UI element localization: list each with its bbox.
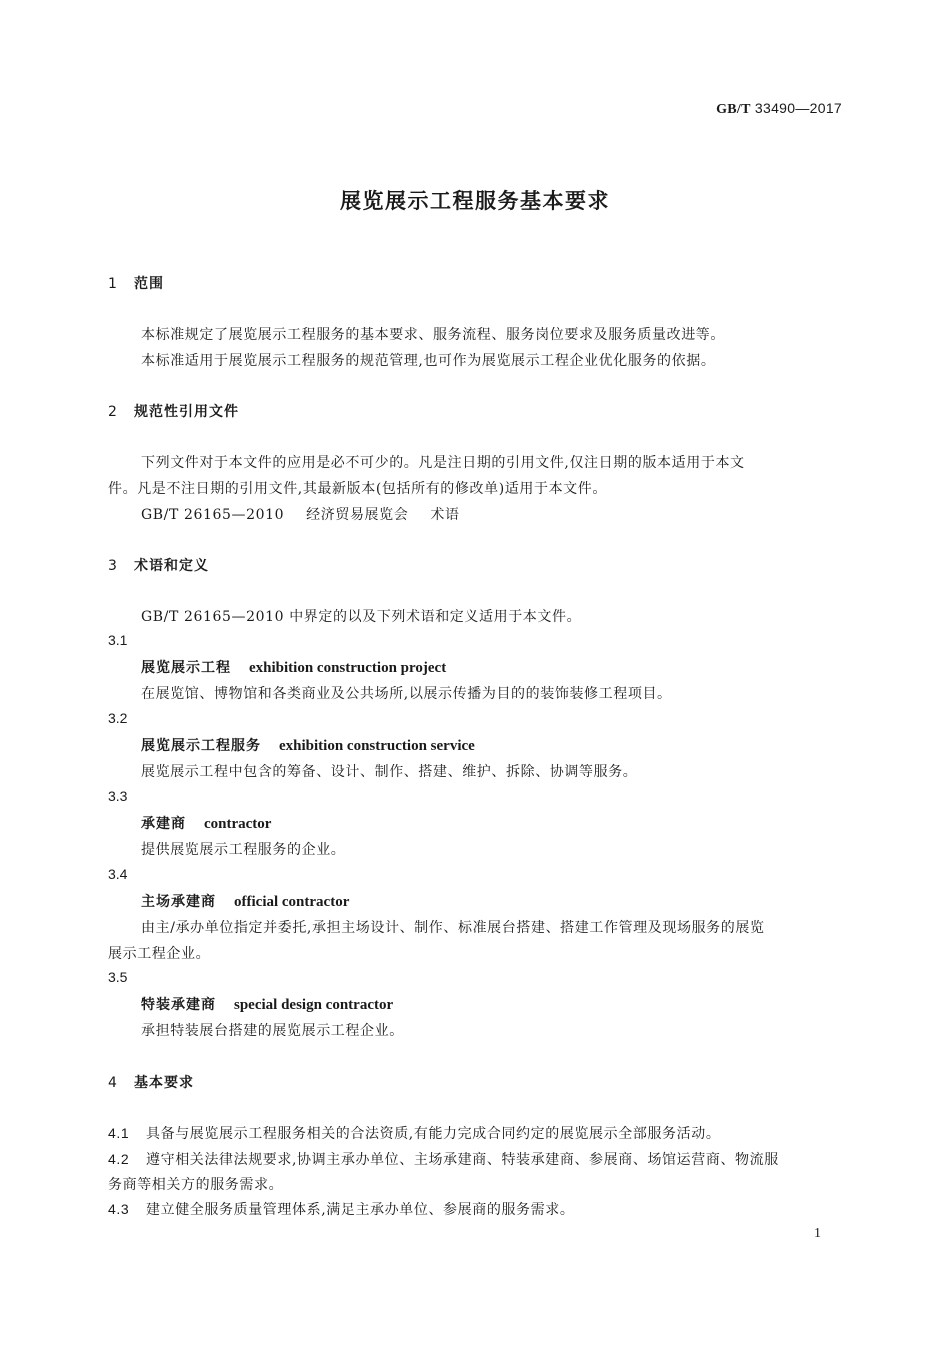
term-english: exhibition construction service xyxy=(279,738,475,754)
section-number: 4 xyxy=(108,1075,118,1091)
section-3-intro: GB/T 26165—2010 中界定的以及下列术语和定义适用于本文件。 xyxy=(141,609,582,625)
term-number: 3.5 xyxy=(108,969,128,985)
term-definition: 提供展览展示工程服务的企业。 xyxy=(141,842,346,858)
term-heading xyxy=(141,891,349,911)
reference-title: 经济贸易展览会 xyxy=(306,507,409,523)
term-chinese: 展览展示工程 xyxy=(141,660,231,676)
term-definition: 在展览馆、博物馆和各类商业及公共场所,以展示传播为目的的装饰装修工程项目。 xyxy=(141,686,672,702)
requirement-text: 遵守相关法律法规要求,协调主承办单位、主场承建商、特装承建商、参展商、场馆运营商、物流服 xyxy=(146,1152,779,1168)
section-title: 范围 xyxy=(134,276,164,292)
reference-suffix: 术语 xyxy=(430,507,460,523)
section-title: 规范性引用文件 xyxy=(134,404,239,420)
requirement-item xyxy=(108,1149,779,1169)
term-english: official contractor xyxy=(234,894,350,910)
term-number: 3.3 xyxy=(108,788,128,804)
term-definition-line-2: 展示工程企业。 xyxy=(108,946,211,962)
term-definition: 展览展示工程中包含的筹备、设计、制作、搭建、维护、拆除、协调等服务。 xyxy=(141,764,638,780)
requirement-number: 4.2 xyxy=(108,1151,130,1167)
reference-code: GB/T 26165—2010 xyxy=(141,507,285,523)
section-title: 术语和定义 xyxy=(134,558,209,574)
section-number: 2 xyxy=(108,404,118,420)
section-1-paragraph-1: 本标准规定了展览展示工程服务的基本要求、服务流程、服务岗位要求及服务质量改进等。 xyxy=(141,327,725,343)
requirement-text: 建立健全服务质量管理体系,满足主承办单位、参展商的服务需求。 xyxy=(146,1202,575,1218)
requirement-item xyxy=(108,1123,720,1143)
term-heading xyxy=(141,657,446,677)
section-2-paragraph-line-2: 件。凡是不注日期的引用文件,其最新版本(包括所有的修改单)适用于本文件。 xyxy=(108,481,607,497)
section-3-heading xyxy=(108,555,209,575)
section-title: 基本要求 xyxy=(134,1075,194,1091)
section-number: 1 xyxy=(108,276,118,292)
term-english: exhibition construction project xyxy=(249,660,447,676)
term-number: 3.1 xyxy=(108,632,128,648)
term-heading xyxy=(141,994,393,1014)
term-chinese: 主场承建商 xyxy=(141,894,216,910)
section-1-heading xyxy=(108,273,164,293)
section-2-paragraph-line-1: 下列文件对于本文件的应用是必不可少的。凡是注日期的引用文件,仅注日期的版本适用于本文 xyxy=(141,455,745,471)
standard-code: 33490—2017 xyxy=(754,100,842,116)
document-title: 展览展示工程服务基本要求 xyxy=(340,189,610,213)
term-heading xyxy=(141,813,271,833)
requirement-text: 具备与展览展示工程服务相关的合法资质,有能力完成合同约定的展览展示全部服务活动。 xyxy=(146,1126,721,1142)
section-1-paragraph-2: 本标准适用于展览展示工程服务的规范管理,也可作为展览展示工程企业优化服务的依据。 xyxy=(141,353,716,369)
page-number: 1 xyxy=(814,1226,821,1241)
section-4-heading xyxy=(108,1072,194,1092)
requirement-number: 4.1 xyxy=(108,1125,130,1141)
term-english: contractor xyxy=(204,816,272,832)
requirement-number: 4.3 xyxy=(108,1201,130,1217)
term-number: 3.4 xyxy=(108,866,128,882)
section-number: 3 xyxy=(108,558,118,574)
term-definition: 承担特装展台搭建的展览展示工程企业。 xyxy=(141,1023,404,1039)
term-english: special design contractor xyxy=(234,997,394,1013)
term-chinese: 特装承建商 xyxy=(141,997,216,1013)
normative-reference xyxy=(141,504,460,524)
standard-number xyxy=(716,100,842,118)
term-heading xyxy=(141,735,475,755)
term-chinese: 承建商 xyxy=(141,816,186,832)
term-definition-line-1: 由主/承办单位指定并委托,承担主场设计、制作、标准展台搭建、搭建工作管理及现场服务的展览 xyxy=(141,920,765,936)
section-2-heading xyxy=(108,401,239,421)
requirement-text-continued: 务商等相关方的服务需求。 xyxy=(108,1177,284,1193)
term-number: 3.2 xyxy=(108,710,128,726)
requirement-item xyxy=(108,1199,574,1219)
standard-prefix: GB/T xyxy=(716,102,751,117)
term-chinese: 展览展示工程服务 xyxy=(141,738,261,754)
